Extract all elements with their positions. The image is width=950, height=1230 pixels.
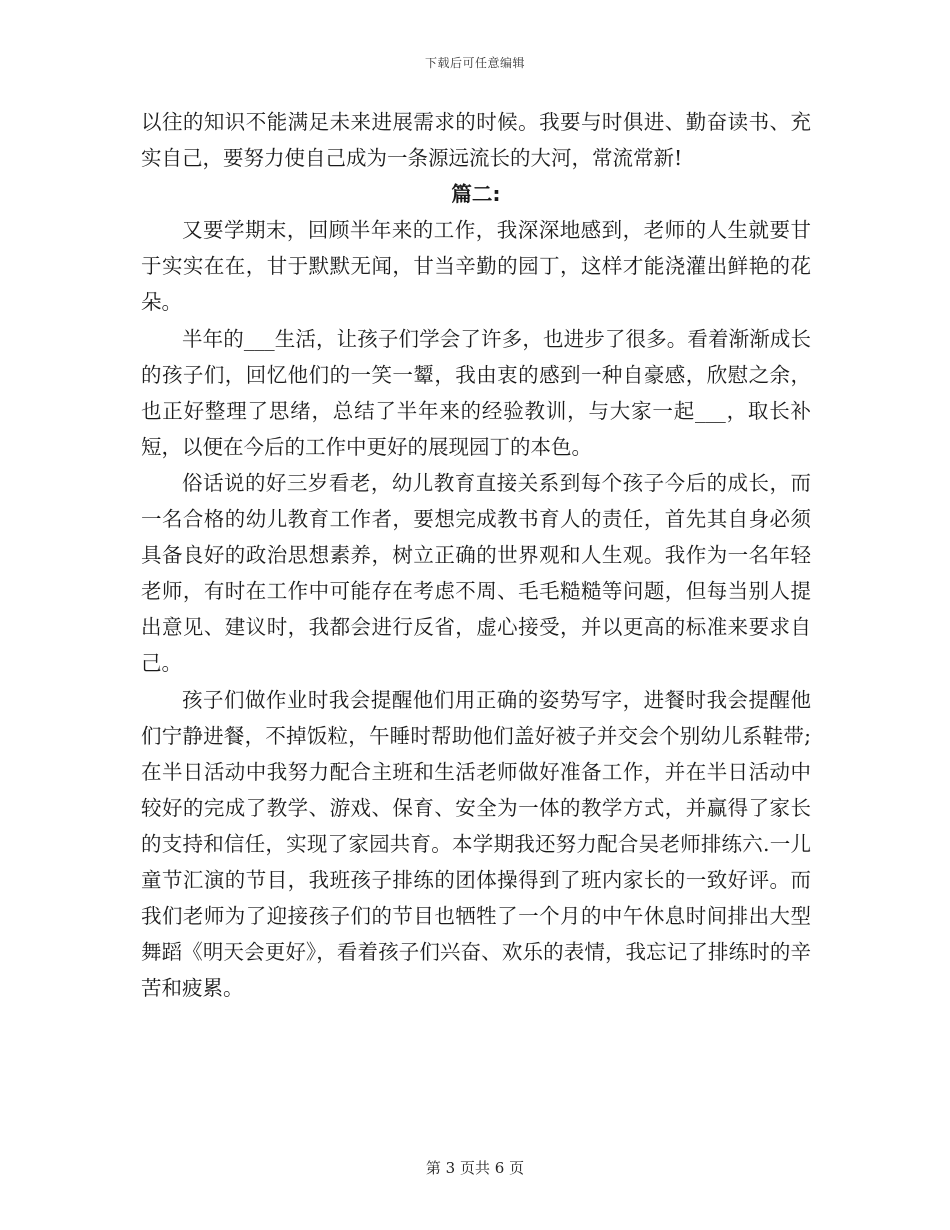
continuation-paragraph: 以往的知识不能满足未来进展需求的时候。我要与时俱进、勤奋读书、充实自己，要努力使自己成为一条源远流长的大河，常流常新! [141,110,811,171]
paragraph-1: 又要学期末，回顾半年来的工作，我深深地感到，老师的人生就要甘于实实在在，甘于默默无闻，甘当辛勤的园丁，这样才能浇灌出鲜艳的花朵。 [141,218,811,315]
paragraph-2: 半年的___生活，让孩子们学会了许多，也进步了很多。看着渐渐成长的孩子们，回忆他们的一笑一颦，我由衷的感到一种自豪感，欣慰之余，也正好整理了思绪，总结了半年来的经验教训，与大家一起___，取长补短，以便在今后的工作中更好的展现园丁的本色。 [141,326,811,459]
page-footer: 第 3 页共 6 页 [425,1159,525,1177]
paragraph-3: 俗话说的好三岁看老，幼儿教育直接关系到每个孩子今后的成长，而一名合格的幼儿教育工作者，要想完成教书育人的责任，首先其自身必须具备良好的政治思想素养，树立正确的世界观和人生观。我作为一名年轻老师，有时在工作中可能存在考虑不周、毛毛糙糙等问题，但每当别人提出意见、建议时，我都会进行反省，虚心接受，并以更高的标准来要求自己。 [141,470,811,676]
document-body [141,104,811,1006]
section-heading: 篇二: [451,182,501,207]
paragraph-4: 孩子们做作业时我会提醒他们用正确的姿势写字，进餐时我会提醒他们宁静进餐，不掉饭粒，午睡时帮助他们盖好被子并交会个别幼儿系鞋带;在半日活动中我努力配合主班和生活老师做好准备工作，并在半日活动中较好的完成了教学、游戏、保育、安全为一体的教学方式，并赢得了家长的支持和信任，实现了家园共育。本学期我还努力配合吴老师排练六.一儿童节汇演的节目，我班孩子排练的团体操得到了班内家长的一致好评。而我们老师为了迎接孩子们的节目也牺牲了一个月的中午休息时间排出大型舞蹈《明天会更好》，看着孩子们兴奋、欢乐的表情，我忘记了排练时的辛苦和疲累。 [141,687,811,1001]
page-header: 下载后可任意编辑 [424,56,525,70]
